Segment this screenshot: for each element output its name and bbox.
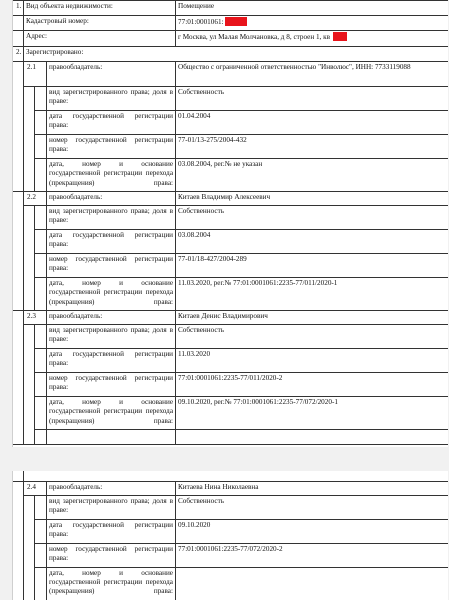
- reg-number-label: номер государственной регистрации права:: [47, 254, 176, 278]
- owner-number: 2.1: [24, 62, 47, 87]
- holder-value: Общество с ограниченной ответственностью "Инволюс", ИНН: 7733119088: [176, 62, 448, 87]
- basis-label: дата, номер и основание государственной регистрации перехода (прекращения) права:: [47, 567, 176, 600]
- right-type-label: вид зарегистрированного права; доля в праве:: [47, 206, 176, 230]
- basis-value: 09.10.2020, рег.№ 77:01:0001061:2235-77/072/2020-1: [176, 397, 448, 430]
- row-registered: [13, 47, 449, 62]
- owner-row: [13, 192, 449, 206]
- right-type-value: Собственность: [176, 206, 448, 230]
- basis-value: [176, 567, 449, 600]
- owner-row: [13, 481, 449, 495]
- reg-date-value: 01.04.2004: [176, 111, 448, 135]
- address-label: Адрес:: [24, 31, 176, 47]
- owner-number: 2.4: [24, 481, 47, 495]
- row-number: 1.: [13, 1, 24, 16]
- right-type-label: вид зарегистрированного права; доля в праве:: [47, 87, 176, 111]
- reg-number-value: 77:01:0001061:2235-77/011/2020-2: [176, 373, 448, 397]
- holder-label: правообладатель:: [47, 311, 176, 325]
- reg-date-label: дата государственной регистрации права:: [47, 519, 176, 543]
- reg-date-value: 03.08.2004: [176, 230, 448, 254]
- object-type-value: Помещение: [176, 1, 448, 16]
- right-type-label: вид зарегистрированного права; доля в праве:: [47, 495, 176, 519]
- property-record-table: [12, 0, 448, 445]
- owner-row: [13, 311, 449, 325]
- reg-number-value: 77-01/13-275/2004-432: [176, 135, 448, 159]
- redaction-mark: [225, 17, 247, 26]
- object-type-label: Вид объекта недвижимости:: [24, 1, 176, 16]
- holder-value: Китаева Нина Николаевна: [176, 481, 449, 495]
- cadastral-number-value: 77:01:0001061:: [178, 18, 224, 26]
- owner-number: 2.3: [24, 311, 47, 325]
- document-page-2: [12, 471, 448, 600]
- registered-label: Зарегистрировано:: [24, 47, 449, 62]
- reg-date-label: дата государственной регистрации права:: [47, 111, 176, 135]
- row-number: 2.: [13, 47, 24, 62]
- right-type-value: Собственность: [176, 495, 449, 519]
- holder-label: правообладатель:: [47, 62, 176, 87]
- reg-number-value: 77:01:0001061:2235-77/072/2020-2: [176, 543, 449, 567]
- property-record-table-continued: [12, 471, 448, 600]
- reg-number-label: номер государственной регистрации права:: [47, 373, 176, 397]
- right-type-value: Собственность: [176, 87, 448, 111]
- address-cell: [176, 31, 448, 47]
- reg-number-value: 77-01/18-427/2004-289: [176, 254, 448, 278]
- document-page-1: [12, 0, 448, 447]
- basis-label: дата, номер и основание государственной регистрации перехода (прекращения) права:: [47, 278, 176, 311]
- row-cadastral-number: [13, 16, 449, 31]
- redaction-mark: [333, 32, 347, 41]
- basis-label: дата, номер и основание государственной регистрации перехода (прекращения) права:: [47, 159, 176, 192]
- holder-label: правообладатель:: [47, 192, 176, 206]
- right-type-label: вид зарегистрированного права; доля в праве:: [47, 325, 176, 349]
- address-value: г Москва, ул Малая Молчановка, д 8, строен 1, кв: [178, 33, 331, 41]
- right-type-value: Собственность: [176, 325, 448, 349]
- cadastral-number-label: Кадастровый номер:: [24, 16, 176, 31]
- reg-date-label: дата государственной регистрации права:: [47, 349, 176, 373]
- row-object-type: [13, 1, 449, 16]
- basis-value: 03.08.2004, рег.№ не указан: [176, 159, 448, 192]
- reg-number-label: номер государственной регистрации права:: [47, 135, 176, 159]
- owner-number: 2.2: [24, 192, 47, 206]
- reg-number-label: номер государственной регистрации права:: [47, 543, 176, 567]
- reg-date-value: 11.03.2020: [176, 349, 448, 373]
- row-address: [13, 31, 449, 47]
- holder-value: Китаев Денис Владимирович: [176, 311, 448, 325]
- holder-label: правообладатель:: [47, 481, 176, 495]
- basis-label: дата, номер и основание государственной регистрации перехода (прекращения) права:: [47, 397, 176, 430]
- owner-row: [13, 62, 449, 87]
- reg-date-value: 09.10.2020: [176, 519, 449, 543]
- basis-value: 11.03.2020, рег.№ 77:01:0001061:2235-77/011/2020-1: [176, 278, 448, 311]
- holder-value: Китаев Владимир Алексеевич: [176, 192, 448, 206]
- reg-date-label: дата государственной регистрации права:: [47, 230, 176, 254]
- cadastral-number-cell: [176, 16, 448, 31]
